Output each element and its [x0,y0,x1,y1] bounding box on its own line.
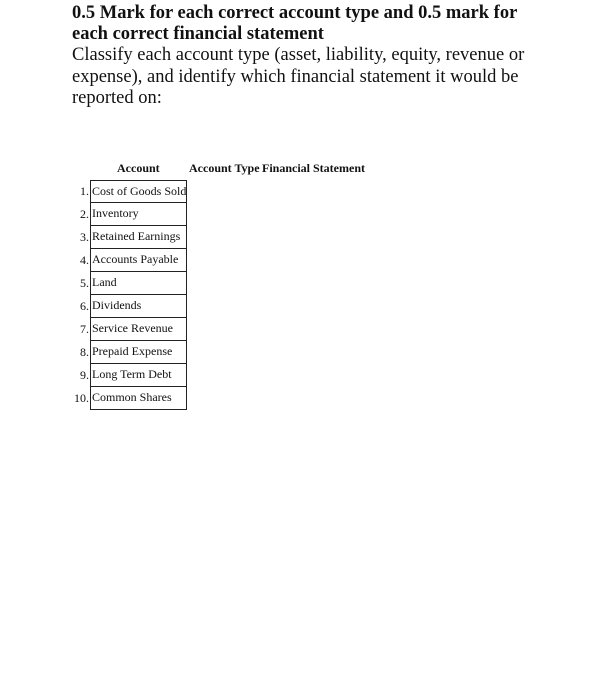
row-number: 10. [74,391,89,405]
question-heading: 0.5 Mark for each correct account type and 0.5 mark for each correct financial statement [72,3,517,44]
row-number: 5. [80,276,89,290]
account-cell: Prepaid Expense [90,341,187,364]
row-number: 1. [80,184,89,198]
account-cell: Inventory [90,203,187,226]
column-header-financial-statement: Financial Statement [262,161,365,175]
account-cell: Common Shares [90,387,187,410]
row-number: 7. [80,322,89,336]
account-cell: Service Revenue [90,318,187,341]
row-number: 4. [80,253,89,267]
row-number: 2. [80,207,89,221]
column-header-account: Account [117,161,160,175]
account-cell: Dividends [90,295,187,318]
account-cell: Cost of Goods Sold [90,180,187,203]
row-number: 3. [80,230,89,244]
row-number: 6. [80,299,89,313]
account-cell: Long Term Debt [90,364,187,387]
row-number: 9. [80,368,89,382]
question-instructions: Classify each account type (asset, liability, equity, revenue or expense), and identify which financial statement it would be reported on: [72,45,525,108]
account-cell: Land [90,272,187,295]
row-number: 8. [80,345,89,359]
account-cell: Retained Earnings [90,226,187,249]
account-cell: Accounts Payable [90,249,187,272]
column-header-account-type: Account Type [189,161,260,175]
